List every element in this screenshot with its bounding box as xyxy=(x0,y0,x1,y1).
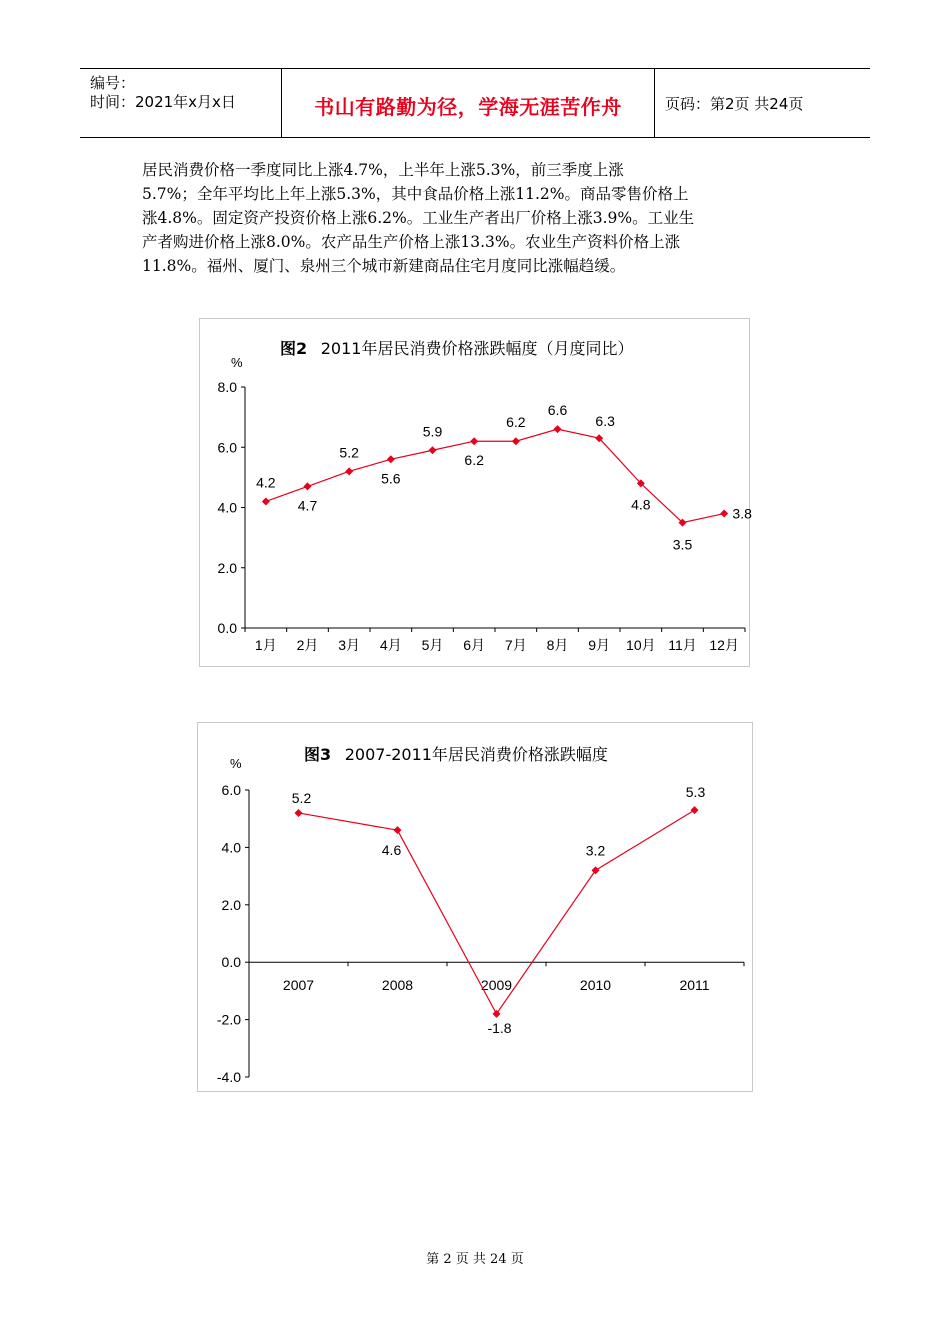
data-point xyxy=(304,482,312,490)
x-tick-label: 2011 xyxy=(679,977,710,994)
x-tick-label: 6月 xyxy=(463,637,486,653)
data-label: 6.2 xyxy=(464,452,484,469)
data-point xyxy=(592,866,600,874)
document-number-label: 编号： xyxy=(90,74,136,92)
x-tick-label: 3月 xyxy=(338,637,361,653)
header-motto: 书山有路勤为径，学海无涯苦作舟 xyxy=(314,95,622,119)
header-motto-cell xyxy=(282,69,655,137)
chart-monthly-cpi-svg xyxy=(200,319,752,666)
x-tick-label: 12月 xyxy=(709,637,739,653)
y-tick-label: 4.0 xyxy=(221,839,241,856)
y-tick-label: 4.0 xyxy=(217,499,237,516)
data-label: 4.8 xyxy=(631,496,651,513)
y-axis-unit: % xyxy=(230,756,242,771)
x-tick-label: 1月 xyxy=(254,637,277,653)
x-tick-label: 2月 xyxy=(296,637,319,653)
y-tick-label: 0.0 xyxy=(217,620,237,636)
data-point xyxy=(493,1010,501,1018)
y-tick-label: -2.0 xyxy=(216,1011,241,1028)
data-label: -1.8 xyxy=(487,1019,512,1036)
data-label: 4.6 xyxy=(381,842,402,859)
data-point xyxy=(394,826,402,834)
page-header xyxy=(80,68,870,138)
header-page-cell xyxy=(655,69,870,137)
data-point xyxy=(387,455,395,463)
x-tick-label: 2008 xyxy=(381,977,414,994)
y-tick-label: 8.0 xyxy=(217,379,237,395)
data-point xyxy=(345,467,353,475)
chart-monthly-cpi xyxy=(199,318,750,667)
data-label: 5.3 xyxy=(685,784,706,801)
body-paragraph: 居民消费价格一季度同比上涨4.7%，上半年上涨5.3%，前三季度上涨 5.7%；全年平均比上年上涨5.3%，其中食品价格上涨11.2%。商品零售价格上 涨4.8%。固定资产投资价格上涨6.2%。工业生产者出厂价格上涨3.9%。工业生 产者购进价格上涨8.0%。农产品生产价格上涨13.3%。农业生产资料价格上涨 11.8%。福州、厦门、泉州三个城市新建商品住宅月度同比涨幅趋缓。 xyxy=(142,161,695,275)
header-meta-cell xyxy=(80,69,282,137)
y-tick-label: 6.0 xyxy=(217,439,237,456)
document-time-label: 时间：2021年x月x日 xyxy=(90,93,236,111)
chart-plot-area xyxy=(218,379,753,653)
y-tick-label: 6.0 xyxy=(221,782,241,798)
data-point xyxy=(512,437,520,445)
y-axis-unit: % xyxy=(231,355,243,370)
data-point xyxy=(295,809,303,817)
x-tick-label: 11月 xyxy=(668,637,697,653)
header-page-info: 页码：第2页 共24页 xyxy=(665,95,804,113)
data-label: 3.8 xyxy=(732,505,752,522)
x-tick-label: 2010 xyxy=(579,977,612,994)
data-point xyxy=(470,437,478,445)
chart-plot-area xyxy=(217,782,744,1085)
data-label: 4.7 xyxy=(297,497,318,514)
data-point xyxy=(262,497,270,505)
x-tick-label: 8月 xyxy=(546,637,569,653)
chart-annual-cpi-svg xyxy=(198,723,752,1091)
data-label: 5.2 xyxy=(291,789,312,806)
x-tick-label: 9月 xyxy=(588,637,611,653)
chart-title: 图2 2011年居民消费价格涨跌幅度（月度同比） xyxy=(280,339,634,358)
data-point xyxy=(554,425,562,433)
y-tick-label: -4.0 xyxy=(216,1069,241,1085)
chart-title: 图3 2007-2011年居民消费价格涨跌幅度 xyxy=(304,745,608,764)
y-tick-label: 2.0 xyxy=(221,896,241,913)
data-label: 6.3 xyxy=(595,413,615,430)
y-tick-label: 0.0 xyxy=(221,954,241,971)
data-point xyxy=(429,446,437,454)
x-tick-label: 10月 xyxy=(626,637,656,653)
x-tick-label: 2007 xyxy=(282,977,315,994)
data-label: 3.2 xyxy=(585,842,606,859)
x-tick-label: 2009 xyxy=(480,977,513,994)
chart-annual-cpi xyxy=(197,722,753,1092)
data-label: 5.2 xyxy=(339,444,359,461)
x-tick-label: 7月 xyxy=(504,637,527,653)
y-tick-label: 2.0 xyxy=(217,559,237,576)
data-label: 5.9 xyxy=(422,423,443,440)
data-label: 6.6 xyxy=(547,402,568,419)
x-tick-label: 5月 xyxy=(421,637,444,653)
data-label: 4.2 xyxy=(256,474,276,491)
x-tick-label: 4月 xyxy=(379,637,402,653)
data-label: 5.6 xyxy=(381,470,401,487)
data-label: 6.2 xyxy=(506,414,526,431)
series-line xyxy=(266,429,724,522)
page-footer: 第 2 页 共 24 页 xyxy=(426,1252,524,1267)
data-point xyxy=(691,806,699,814)
data-point xyxy=(720,510,728,518)
data-label: 3.5 xyxy=(672,536,693,553)
